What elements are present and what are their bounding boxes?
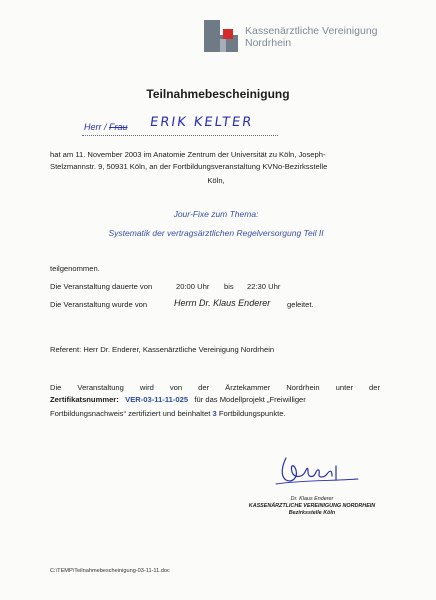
cert-line-2 [50,394,380,406]
kv-nordrhein-logo [204,20,424,54]
recipient-line [80,116,278,136]
salutation [84,122,128,132]
dotted-rule [82,135,278,136]
file-path: C:\TEMP\Teilnahmebescheinigung-03-11-11.doc [50,568,170,574]
salutation-herr: Herr / [84,122,107,132]
cert-line-2-rest: für das Modellprojekt „Freiwilliger [194,395,306,404]
participated-text: teilgenommen. [50,264,100,273]
signer-org: KASSENÄRZTLICHE VEREINIGUNG NORDRHEIN [248,503,376,509]
handwritten-name: ERIK KELTER [148,115,255,130]
intro-line-3: Köln, [207,176,225,185]
page-title: Teilnahmebescheinigung [146,87,290,101]
intro-paragraph [50,149,382,173]
kv-logo-icon [204,20,238,52]
cert-line-1: Die Veranstaltung wird von der Ärztekammer Nordrhein unter der [50,383,380,392]
signer-office: Bezirksstelle Köln [288,510,336,516]
org-name-line1: Kassenärztliche Vereinigung [245,25,378,37]
leader-suffix: geleitet. [287,300,314,309]
cert-line-3-start: Fortbildungsnachweis“ zertifiziert und beinhaltet [50,409,211,418]
salutation-frau-struck: Frau [109,122,128,132]
handwritten-signature [272,452,362,488]
cert-number: VER-03-11-11-025 [125,395,189,404]
cert-label: Zertifikatsnummer: [50,395,119,404]
duration-label: Die Veranstaltung dauerte von [50,282,153,291]
leader-name: Herrn Dr. Klaus Enderer [174,298,271,308]
signer-name: Dr. Klaus Enderer [290,496,334,502]
intro-line-1: hat am 11. November 2003 im Anatomie Zentrum der Universität zu Köln, Joseph- [50,150,326,159]
time-bis: bis [224,282,234,291]
theme-title: Systematik der vertragsärztlichen Regelversorgung Teil II [108,228,324,238]
cert-line-3-end: Fortbildungspunkte. [218,409,286,418]
referent-line: Referent: Herr Dr. Enderer, Kassenärztliche Vereinigung Nordrhein [50,345,275,354]
cert-line-3 [50,408,380,420]
theme-heading: Jour-Fixe zum Thema: [173,209,259,219]
time-from: 20:00 Uhr [176,282,210,291]
org-name-line2: Nordrhein [245,37,292,49]
time-to: 22:30 Uhr [247,282,281,291]
org-name [245,25,378,49]
leader-label: Die Veranstaltung wurde von [50,300,148,309]
cert-points: 3 [212,409,217,418]
intro-line-2: Stelzmannstr. 9, 50931 Köln, an der Fortbildungsveranstaltung KVNo-Bezirksstelle [50,162,328,172]
